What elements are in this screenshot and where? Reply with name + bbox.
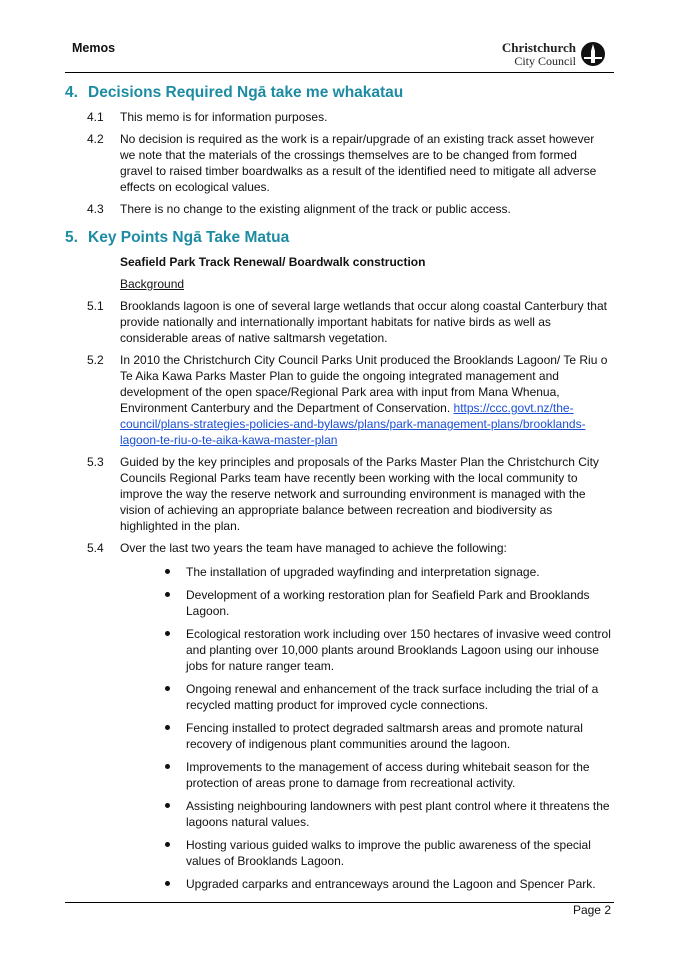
list-item: Ongoing renewal and enhancement of the track surface including the trial of a recycled matting product for improved cycle connections. <box>65 681 615 713</box>
bullet-icon <box>165 631 170 636</box>
paragraph-5-3: 5.3 Guided by the key principles and proposals of the Parks Master Plan the Christchurch City Councils Regional Parks team have recently been working with the local community to improve the way the reserve network and surrounding environment is managed with the vision of achieving an appropriate balance between recreation and biodiversity as highlighted in the plan. <box>87 455 599 533</box>
paragraph-5-1: 5.1 Brooklands lagoon is one of several large wetlands that occur along coastal Canterbury that provide nationally and internationally important habitats for native birds as well as considerable areas of native saltmarsh vegetation. <box>87 299 607 345</box>
bullet-icon <box>165 725 170 730</box>
list-item: Fencing installed to protect degraded saltmarsh areas and promote natural recovery of indigenous plant communities around the lagoon. <box>65 720 615 752</box>
cathedral-icon <box>580 41 606 67</box>
list-item: Assisting neighbouring landowners with pest plant control where it threatens the lagoons natural values. <box>65 798 615 830</box>
memo-body <box>65 80 615 899</box>
list-item: Hosting various guided walks to improve the public awareness of the special values of Brooklands Lagoon. <box>65 837 615 869</box>
council-logo <box>500 40 606 70</box>
paragraph-5-4: 5.4 Over the last two years the team have managed to achieve the following: <box>87 541 507 555</box>
bullet-icon <box>165 592 170 597</box>
bullet-icon <box>165 764 170 769</box>
achievements-list <box>65 564 615 892</box>
subsection-heading: Seafield Park Track Renewal/ Boardwalk construction <box>120 255 426 269</box>
logo-text-line1: Christchurch <box>501 40 576 55</box>
bullet-icon <box>165 803 170 808</box>
list-item: Improvements to the management of access during whitebait season for the protection of areas prone to damage from recreational activity. <box>65 759 615 791</box>
section-4-heading: 4. Decisions Required Ngā take me whakatau <box>65 84 404 101</box>
bullet-icon <box>165 569 170 574</box>
paragraph-5-2: 5.2 In 2010 the Christchurch City Council Parks Unit produced the Brooklands Lagoon/ Te Riu o Te Aika Kawa Parks Master Plan to guide the ongoing integrated management and development of the open space/Regional Park area with input from Mana Whenua, Environment Canterbury and the Department of Conservation. https://ccc.govt.nz/the-council/plans-strategies-policies-and-bylaws/plans/park-management-plans/brooklands-lagoon-te-riu-o-te-aika-kawa-master-plan <box>87 353 608 447</box>
page-number: Page 2 <box>572 903 611 917</box>
paragraph-4-3: 4.3 There is no change to the existing alignment of the track or public access. <box>87 202 511 216</box>
list-item: Upgraded carparks and entranceways around the Lagoon and Spencer Park. <box>65 876 615 892</box>
bullet-icon <box>165 686 170 691</box>
logo-text-line2: City Council <box>514 54 576 68</box>
footer-divider <box>65 902 614 903</box>
document-header-title: Memos <box>72 41 116 55</box>
paragraph-4-2: 4.2 No decision is required as the work is a repair/upgrade of an existing track asset however we note that the materials of the crossings themselves are to be changed from formed gravel to raised timber boardwalks as a result of the identified need to mitigate all adverse effects on ecological values. <box>87 132 597 194</box>
section-4-title: Decisions Required Ngā take me whakatau <box>88 84 404 101</box>
section-5-heading: 5. Key Points Ngā Take Matua <box>65 229 290 246</box>
bullet-icon <box>165 842 170 847</box>
list-item: The installation of upgraded wayfinding and interpretation signage. <box>65 564 615 580</box>
background-label: Background <box>120 277 185 291</box>
list-item: Ecological restoration work including over 150 hectares of invasive weed control and planting over 10,000 plants around Brooklands Lagoon using our inhouse jobs for nature ranger team. <box>65 626 615 674</box>
bullet-icon <box>165 881 170 886</box>
header-divider <box>65 72 614 73</box>
section-5-title: Key Points Ngā Take Matua <box>88 229 290 246</box>
paragraph-4-1: 4.1 This memo is for information purposes. <box>87 110 328 124</box>
master-plan-link[interactable]: https://ccc.govt.nz/the-council/plans-strategies-policies-and-bylaws/plans/park-management-plans/brooklands-lagoon-te-riu-o-te-aika-kawa-master-plan <box>120 401 586 447</box>
list-item: Development of a working restoration plan for Seafield Park and Brooklands Lagoon. <box>65 587 615 619</box>
